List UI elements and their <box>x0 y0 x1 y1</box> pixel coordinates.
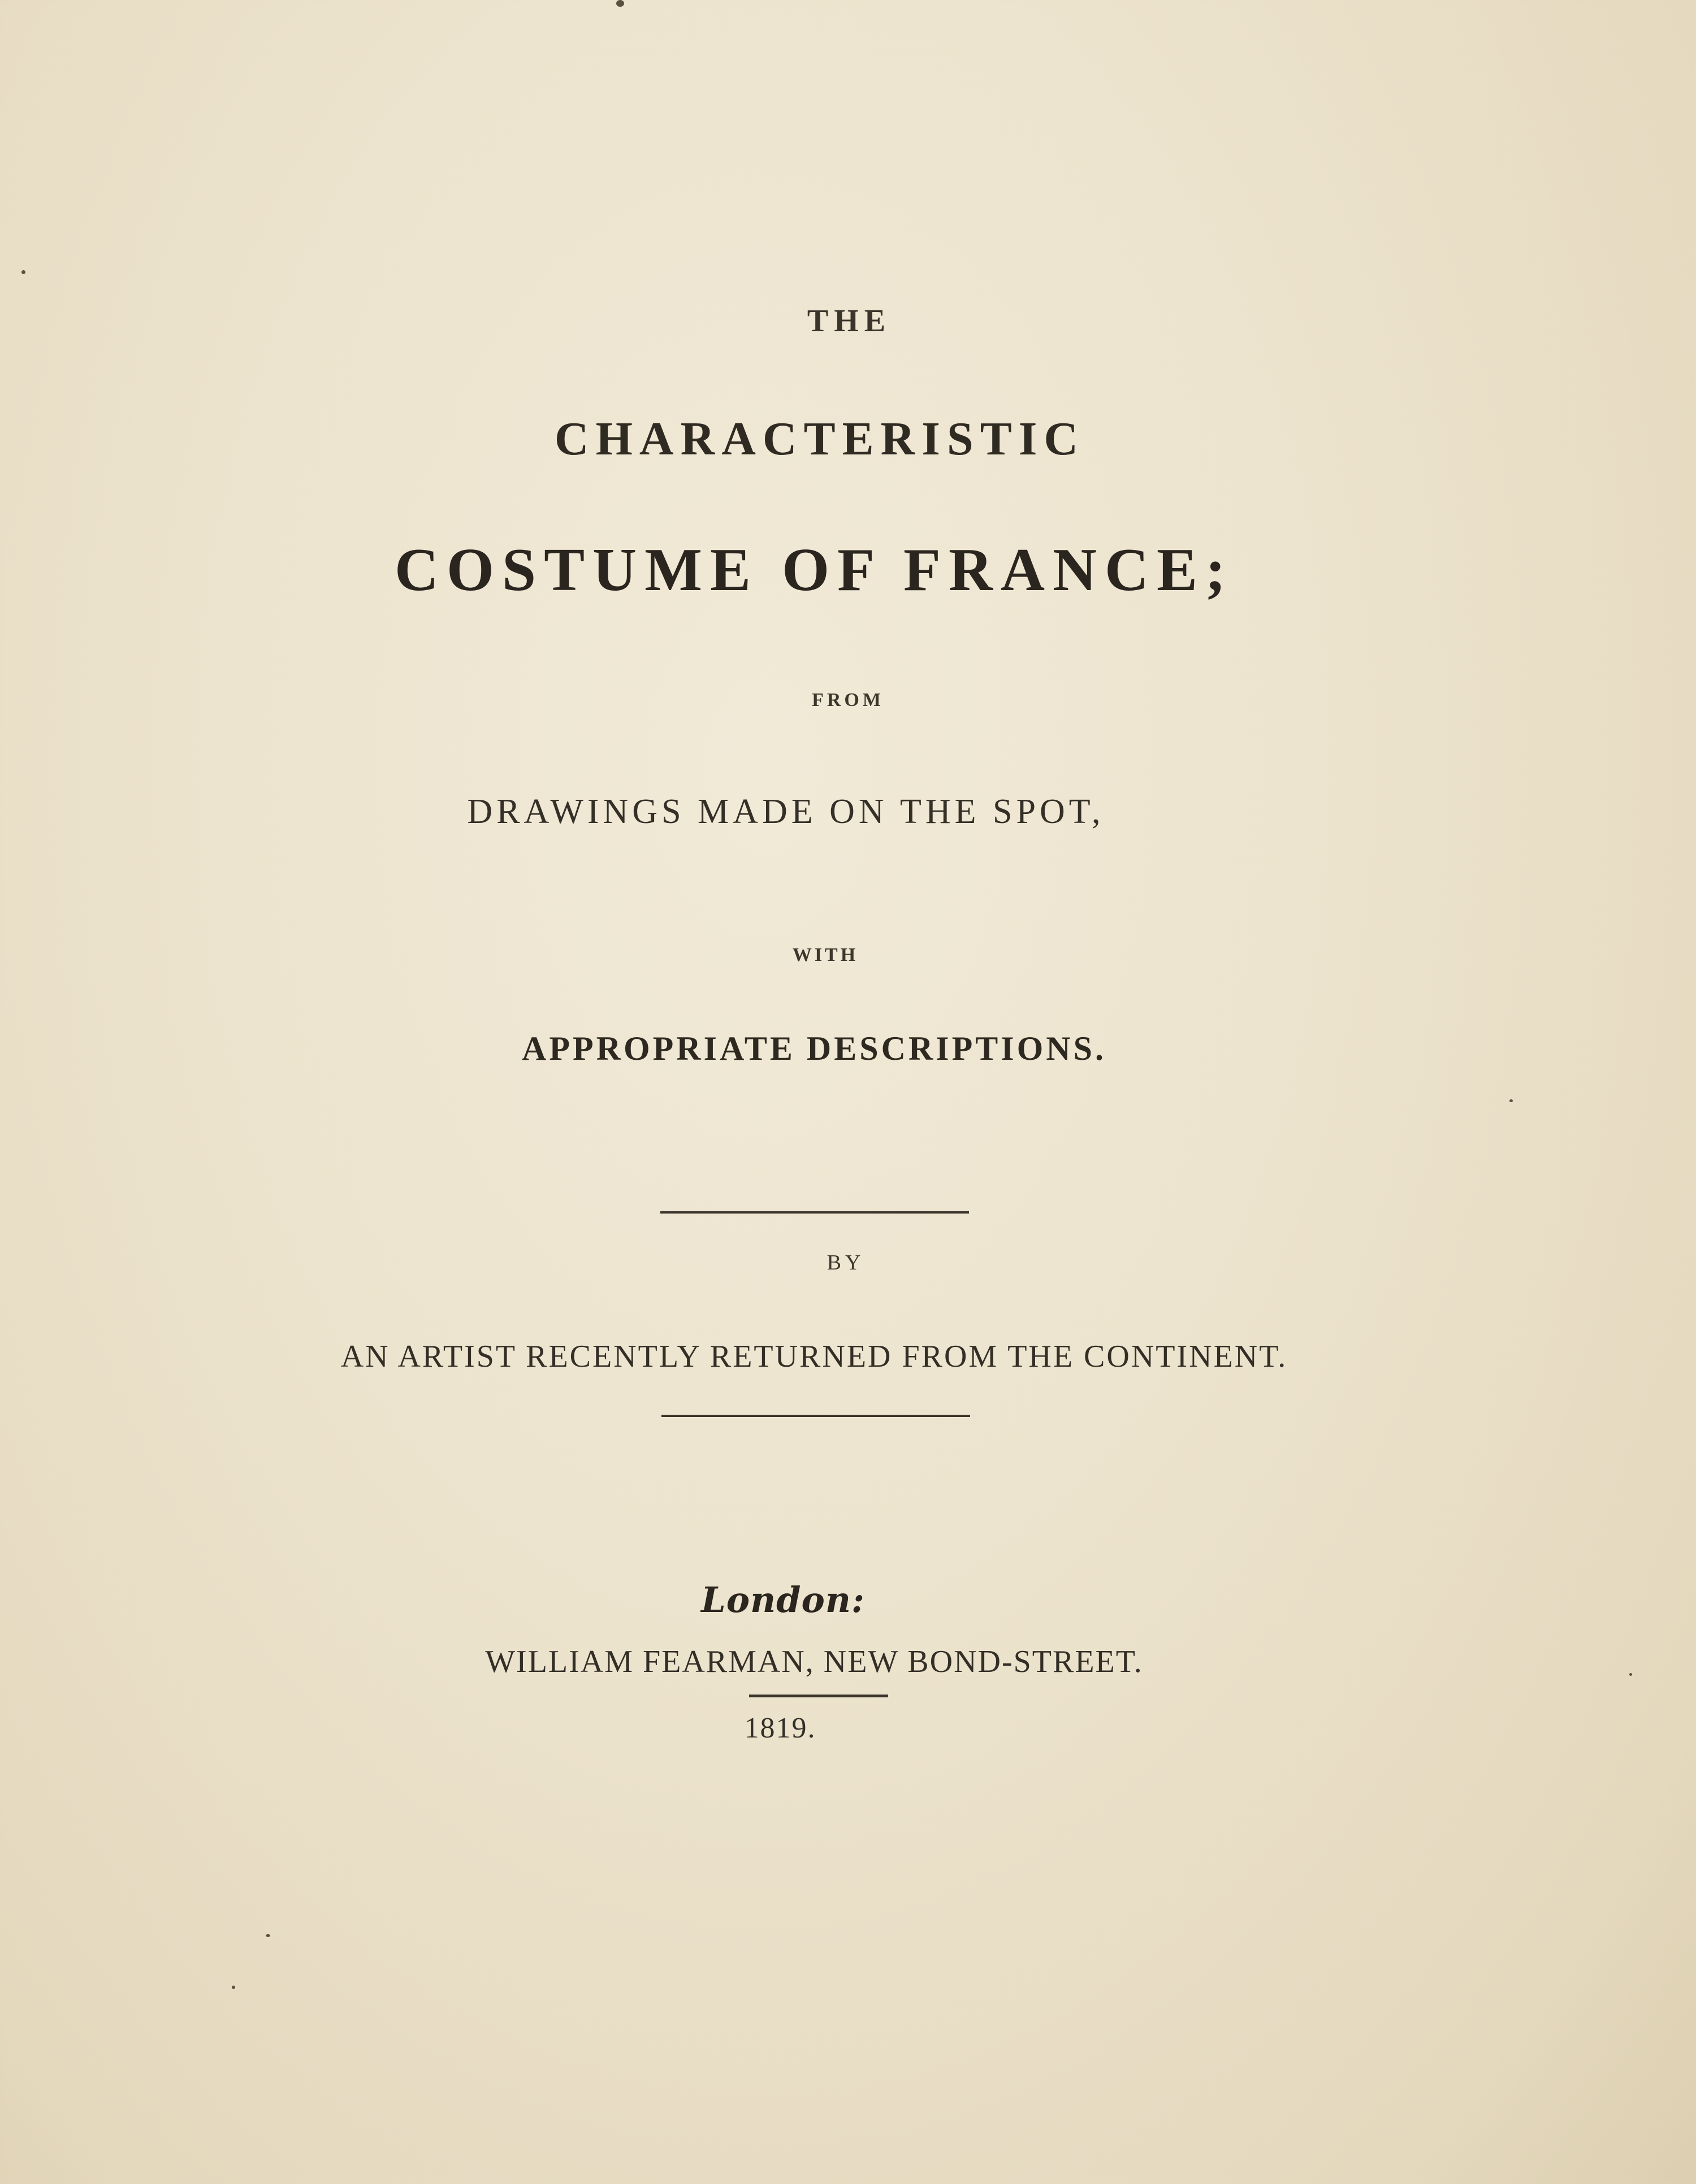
paper-speck <box>1629 1673 1632 1676</box>
title-characteristic: CHARACTERISTIC <box>554 413 1085 465</box>
subtitle-from: FROM <box>812 690 884 710</box>
paper-speck <box>1509 1099 1513 1102</box>
subtitle-with: WITH <box>792 944 859 965</box>
paper-speck <box>21 270 25 274</box>
paper-speck <box>266 1934 270 1937</box>
author-line: AN ARTIST RECENTLY RETURNED FROM THE CONTINENT. <box>340 1339 1288 1374</box>
title-main: COSTUME OF FRANCE; <box>395 536 1234 604</box>
paper-speck <box>232 1986 235 1989</box>
divider-rule-bottom <box>661 1415 970 1417</box>
imprint-place: London: <box>701 1579 865 1620</box>
divider-rule-top <box>660 1211 969 1214</box>
byline-by: BY <box>827 1251 865 1275</box>
subtitle-drawings: DRAWINGS MADE ON THE SPOT, <box>467 792 1105 831</box>
subtitle-descriptions: APPROPRIATE DESCRIPTIONS. <box>522 1030 1106 1067</box>
title-the: THE <box>807 304 892 339</box>
divider-rule-imprint <box>749 1695 888 1697</box>
paper-speck <box>616 0 624 7</box>
publisher-line: WILLIAM FEARMAN, NEW BOND-STREET. <box>485 1644 1143 1679</box>
publication-year: 1819. <box>744 1712 816 1744</box>
